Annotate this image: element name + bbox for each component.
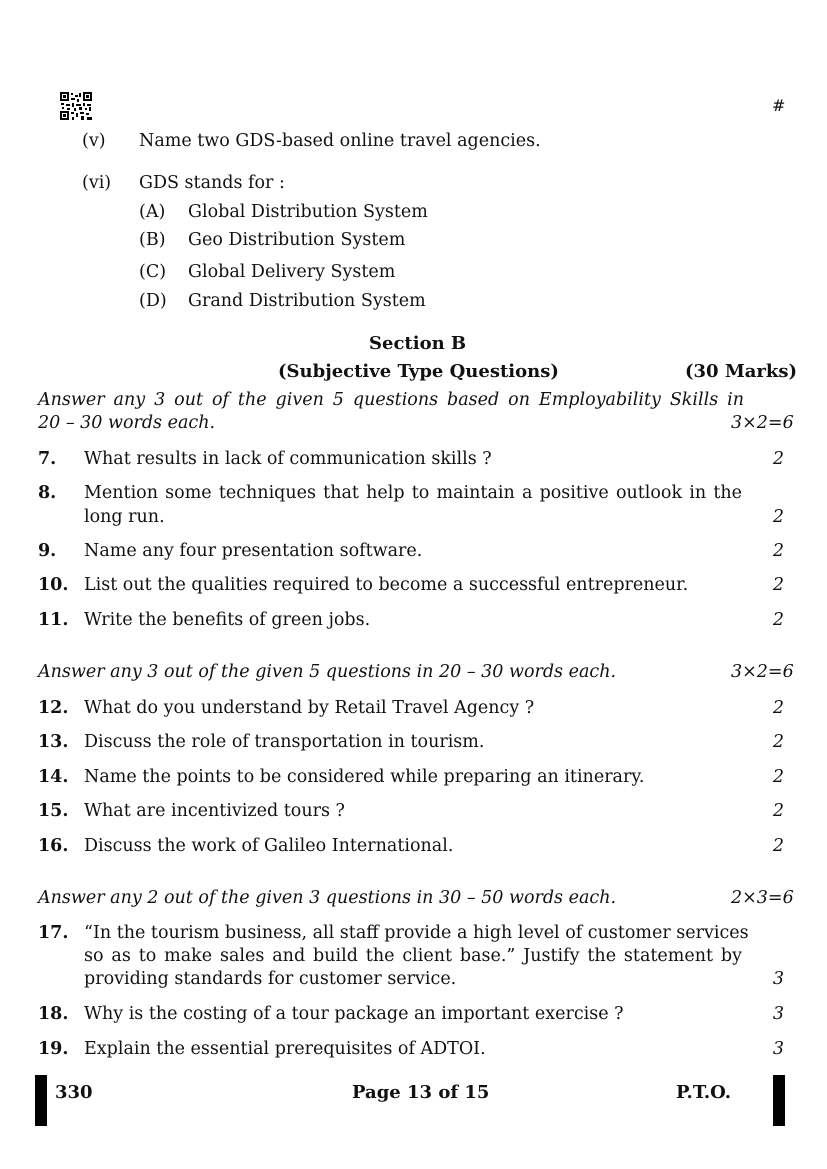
question-text: Discuss the role of transportation in tourism.: [84, 732, 485, 752]
question-text: What do you understand by Retail Travel Agency ?: [84, 698, 535, 718]
paper-code: 330: [55, 1082, 93, 1103]
page-marker: #: [772, 96, 786, 115]
footer-bar-left: [35, 1075, 47, 1126]
question-number: 13.: [38, 732, 69, 752]
subquestion-text: GDS stands for :: [139, 173, 285, 193]
question-text: Mention some techniques that help to maintain a positive outlook in the: [84, 483, 742, 503]
section-subtitle: (Subjective Type Questions): [278, 361, 559, 382]
group-instruction: Answer any 3 out of the given 5 questions based on Employability Skills in: [38, 390, 744, 410]
question-marks: 2: [772, 541, 784, 561]
question-marks: 2: [772, 767, 784, 787]
question-marks: 3: [772, 1004, 784, 1024]
question-text: so as to make sales and build the client base.” Justify the statement by: [84, 946, 742, 966]
question-marks: 2: [772, 801, 784, 821]
question-text: long run.: [84, 507, 165, 527]
option-label: (D): [139, 291, 167, 311]
option-text: Global Delivery System: [188, 262, 396, 282]
question-text: Name any four presentation software.: [84, 541, 423, 561]
marks-scheme: 3×2=6: [731, 413, 794, 433]
question-number: 10.: [38, 575, 69, 595]
question-number: 19.: [38, 1039, 69, 1059]
question-marks: 3: [772, 969, 784, 989]
question-text: What results in lack of communication skills ?: [84, 449, 492, 469]
question-marks: 2: [772, 507, 784, 527]
subquestion-label: (v): [82, 131, 106, 151]
question-number: 8.: [38, 483, 57, 503]
section-title: Section B: [369, 333, 467, 354]
qr-code-icon: [60, 92, 92, 120]
group-instruction: Answer any 3 out of the given 5 questions in 20 – 30 words each.: [38, 662, 617, 682]
group-instruction: 20 – 30 words each.: [38, 413, 216, 433]
question-marks: 2: [772, 610, 784, 630]
page-number: Page 13 of 15: [352, 1082, 490, 1103]
option-label: (B): [139, 230, 166, 250]
question-number: 11.: [38, 610, 69, 630]
option-text: Grand Distribution System: [188, 291, 426, 311]
question-text: “In the tourism business, all staff provide a high level of customer services: [84, 923, 749, 943]
option-text: Global Distribution System: [188, 202, 428, 222]
pto-label: P.T.O.: [676, 1082, 732, 1103]
question-text: Explain the essential prerequisites of ADTOI.: [84, 1039, 486, 1059]
question-text: Name the points to be considered while preparing an itinerary.: [84, 767, 645, 787]
question-marks: 2: [772, 732, 784, 752]
subquestion-label: (vi): [82, 173, 112, 193]
question-number: 14.: [38, 767, 69, 787]
question-text: providing standards for customer service.: [84, 969, 457, 989]
option-text: Geo Distribution System: [188, 230, 406, 250]
question-text: Why is the costing of a tour package an important exercise ?: [84, 1004, 624, 1024]
question-number: 7.: [38, 449, 57, 469]
question-marks: 3: [772, 1039, 784, 1059]
marks-scheme: 3×2=6: [731, 662, 794, 682]
option-label: (A): [139, 202, 166, 222]
question-marks: 2: [772, 575, 784, 595]
question-number: 18.: [38, 1004, 69, 1024]
subquestion-text: Name two GDS-based online travel agencies.: [139, 131, 541, 151]
question-marks: 2: [772, 698, 784, 718]
option-label: (C): [139, 262, 167, 282]
question-text: List out the qualities required to become a successful entrepreneur.: [84, 575, 689, 595]
question-text: Write the benefits of green jobs.: [84, 610, 371, 630]
question-marks: 2: [772, 836, 784, 856]
question-text: Discuss the work of Galileo International.: [84, 836, 454, 856]
question-number: 17.: [38, 923, 69, 943]
question-number: 16.: [38, 836, 69, 856]
question-marks: 2: [772, 449, 784, 469]
group-instruction: Answer any 2 out of the given 3 questions in 30 – 50 words each.: [38, 888, 617, 908]
marks-scheme: 2×3=6: [731, 888, 794, 908]
question-number: 12.: [38, 698, 69, 718]
footer-bar-right: [773, 1075, 785, 1126]
question-number: 15.: [38, 801, 69, 821]
question-text: What are incentivized tours ?: [84, 801, 345, 821]
question-number: 9.: [38, 541, 57, 561]
section-marks: (30 Marks): [685, 361, 798, 382]
